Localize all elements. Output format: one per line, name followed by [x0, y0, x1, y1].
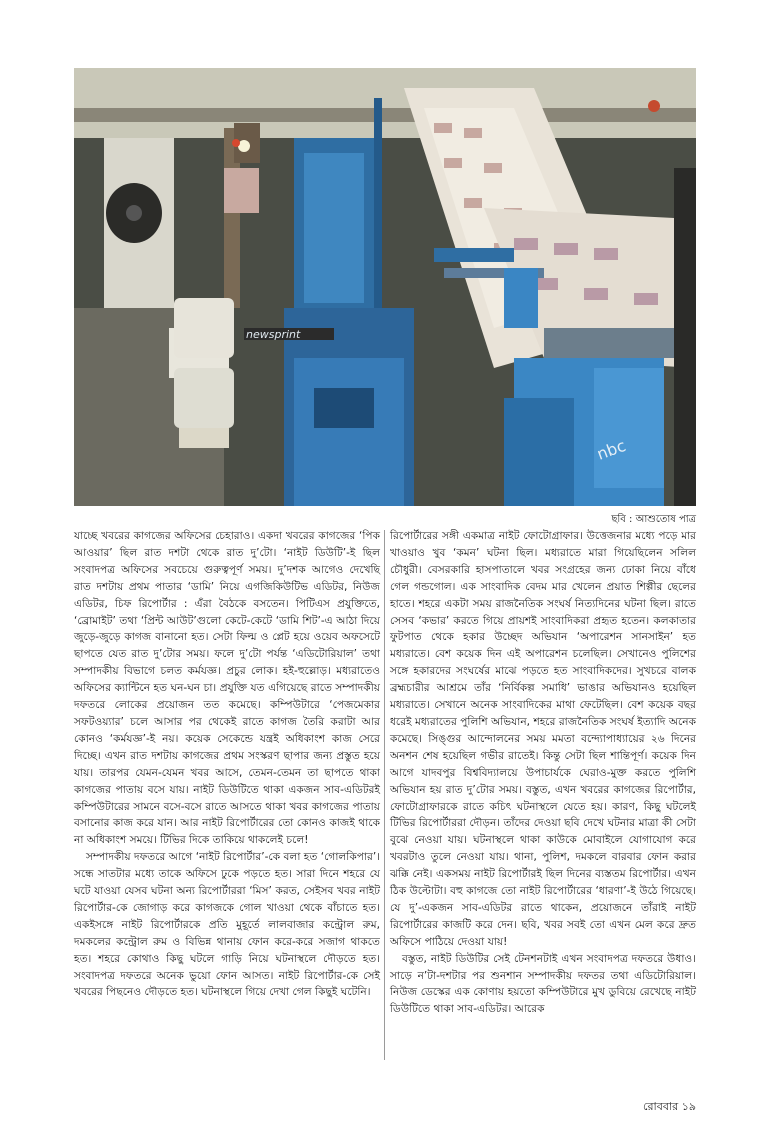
page-footer: রোববার ১৯: [643, 1100, 696, 1113]
press-label-left: newsprint: [246, 328, 301, 341]
printing-press-illustration: [74, 68, 696, 506]
article-column-left: [74, 528, 380, 1001]
press-label-right: nbc: [594, 435, 629, 464]
photo-credit: ছবি : আশুতোষ পাত্র: [611, 514, 696, 525]
article-paragraph: সম্পাদকীয় দফতরে আগে ‘নাইট রিপোর্টার’-কে বলা হত ‘গোলকিপার’। সন্ধে সাতটার মধ্যে তাকে অফিসে ঢুকে পড়তে হত। সারা দিনে শহরে যে ঘটে যাওয়া যেসব ঘটনা অন্য রিপোর্টাররা ‘মিস’ করত, সেইসব খবর নাইট রিপোর্টার-কে জোগাড় করে কাগজকে গোল খাওয়া থেকে বাঁচাতে হত। একইসঙ্গে নাইট রিপোর্টারকে প্রতি মুহূর্তে লালবাজার কন্ট্রোল রুম, দমকলের কন্ট্রোল রুম ও বিভিন্ন থানায় ফোন করে-করে সজাগ থাকতে হত। শহরে কোথাও কিছু ঘটলে গাড়ি নিয়ে ঘটনাস্থলে দৌড়তে হত। সংবাদপত্র দফতরে অনেক ভুয়ো ফোন আসত। নাইট রিপোর্টার-কে সেই খবরের পিছনেও দৌড়তে হত। ঘটনাস্থলে গিয়ে দেখা গেল কিছুই ঘটেনি।: [74, 851, 380, 999]
article-paragraph: যাচ্ছে খবরের কাগজের অফিসের চেহারাও। একদা খবরের কাগজের ‘পিক আওয়ার’ ছিল রাত দশটা থেকে রাত দু’টো। ‘নাইট ডিউটি’-ই ছিল সংবাদপত্র অফিসের সবচেয়ে গুরুত্বপূর্ণ সময়। দু’দশক আগেও দেখেছি রাত দশটায় প্রথম পাতার ‘ডামি’ নিয়ে এগজিকিউটিভ এডিটর, নিউজ এডিটর, চিফ রিপোর্টার : এঁরা বৈঠকে বসতেন। পিটিএস প্রযুক্তিতে, ‘ব্রোমাইট’ তথা ‘প্রিন্ট আউট’গুলো কেটে-কেটে ‘ডামি শিট’-এ আঠা দিয়ে জুড়ে-জুড়ে কাগজ বানানো হত। সেটা ফিল্ম ও প্লেট হয়ে ওয়েব অফসেটে ছাপতে যেত রাত দু’টোর সময়। ফলে দু’টো পর্যন্ত ‘এডিটোরিয়াল’ তথা সম্পাদকীয় বিভাগে চলত কর্মযজ্ঞ। প্রচুর লোক। হই-হুল্লোড়। মধ্যরাতেও অফিসের ক্যান্টিনে হত ঘন-ঘন চা। প্রযুক্তি যত এগিয়েছে রাতে সম্পাদকীয় দফতরে লোকের প্রয়োজন তত কমেছে। কম্পিউটারে ‘পেজমেকার সফটওয়্যার’ চলে আসার পর থেকেই রাতে কাগজ তৈরি করাটা আর কোনও ‘কর্মযজ্ঞ’-ই নয়। কয়েক সেকেন্ডে যন্ত্রই অধিকাংশ কাজ সেরে দিচ্ছে। এখন রাত দশটায় কাগজের প্রথম সংস্করণ ছাপার জন্য প্রস্তুত হয়ে যায়। তারপর যেমন-যেমন খবর আসে, তেমন-তেমন তা ছাপতে থাকা কাগজের পাতায় বসে যায়। নাইট ডিউটিতে থাকা একজন সাব-এডিটরই কম্পিউটারের সামনে বসে-বসে রাতে আসতে থাকা খবর কাগজের পাতায় বসানোর কাজ করে যান। আর নাইট রিপোর্টারের তো কোনও কাজই থাকে না অধিকাংশ সময়ে। টিভির দিকে তাকিয়ে থাকলেই চলে!: [74, 530, 380, 847]
article-paragraph: রিপোর্টারের সঙ্গী একমাত্র নাইট ফোটোগ্রাফার। উত্তেজনার মধ্যে পড়ে মার খাওয়াও খুব ‘কমন’ ঘটনা ছিল। মধ্যরাতে মারা গিয়েছিলেন সলিল চৌধুরী। বেসরকারি হাসপাতালে খবর সংগ্রহের জন্য ঢোকা নিয়ে বাঁধে গেল গন্ডগোল। এক সাংবাদিক বেদম মার খেলেন প্রয়াত শিল্পীর ছেলের হাতে। শহরে একটা সময় রাজনৈতিক সংঘর্ষ নিত্যদিনের ঘটনা ছিল। রাতে সেসব ‘কভার’ করতে গিয়ে প্রায়শই সাংবাদিকরা প্রহৃত হতেন। কলকাতার ফুটপাত থেকে হকার উচ্ছেদ অভিযান ‘অপারেশন সানসাইন’ হত মধ্যরাতে। বেশ কয়েক দিন এই অপারেশন চলেছিল। সেখানেও পুলিশের সঙ্গে হকারদের সংঘর্ষের মাঝে পড়তে হত সাংবাদিকদের। সুখচরে বালক ব্রহ্মচারীর আশ্রমে তাঁর ‘নির্বিকল্প সমাধি’ ভাঙার অভিযানও হয়েছিল মধ্যরাতে। সেখানে অনেক সাংবাদিকের মাথা ফেটেছিল। বেশ কয়েক বছর ধরেই মধ্যরাতের পুলিশি অভিযান, শহরে রাজনৈতিক সংঘর্ষ ইত্যাদি অনেক কমেছে। সিঙ্গুর আন্দোলনের সময় মমতা বন্দ্যোপাধ্যায়ের ২৬ দিনের অনশন শেষ হয়েছিল গভীর রাতেই। কিন্তু সেটা ছিল শান্তিপূর্ণ। কয়েক দিন আগে যাদবপুর বিশ্ববিদ্যালয়ে উপাচার্যকে ঘেরাও-মুক্ত করতে পুলিশি অভিযান হয় রাত দু’টোর সময়। বস্তুত, এখন খবরের কাগজের রিপোর্টার, ফোটোগ্রাফারকে রাতে কচিৎ ঘটনাস্থলে যেতে হয়। কারণ, কিছু ঘটলেই টিভির রিপোর্টাররা দৌড়ন। তাঁদের দেওয়া ছবি দেখে ঘটনার মাত্রা কী সেটা বুঝে নেওয়া যায়। ঘটনাস্থলে থাকা কাউকে মোবাইলে যোগাযোগ করে খবরটাও তুলে নেওয়া যায়। থানা, পুলিশ, দমকলে বারবার ফোন করার ঝক্কি নেই। একসময় নাইট রিপোর্টারই ছিল দিনের ব্যস্ততম রিপোর্টার। এখন ঠিক উল্টোটা। বহু কাগজে তো নাইট রিপোর্টারের ‘ধারণা’-ই উঠে গিয়েছে। যে দু’-একজন সাব-এডিটর রাতে থাকেন, প্রয়োজনে তাঁরাই নাইট রিপোর্টারের কাজটি করে দেন। ছবি, খবর সবই তো এখন মেল করে দ্রুত অফিসে পাঠিয়ে দেওয়া যায়!: [390, 530, 696, 948]
article-paragraph: বস্তুত, নাইট ডিউটির সেই টেনশনটাই এখন সংবাদপত্র দফতরে উধাও। সাড়ে ন’টা-দশটার পর শুনশান সম্পাদকীয় দফতর তথা এডিটোরিয়াল। নিউজ ডেস্কের এক কোণায় হয়তো কম্পিউটারে মুখ ডুবিয়ে রেখেছে নাইট ডিউটিতে থাকা সাব-এডিটর। আরেক: [390, 952, 696, 1016]
column-divider: [384, 530, 385, 1060]
press-photo: [74, 68, 696, 506]
article-column-right: [390, 528, 696, 1018]
